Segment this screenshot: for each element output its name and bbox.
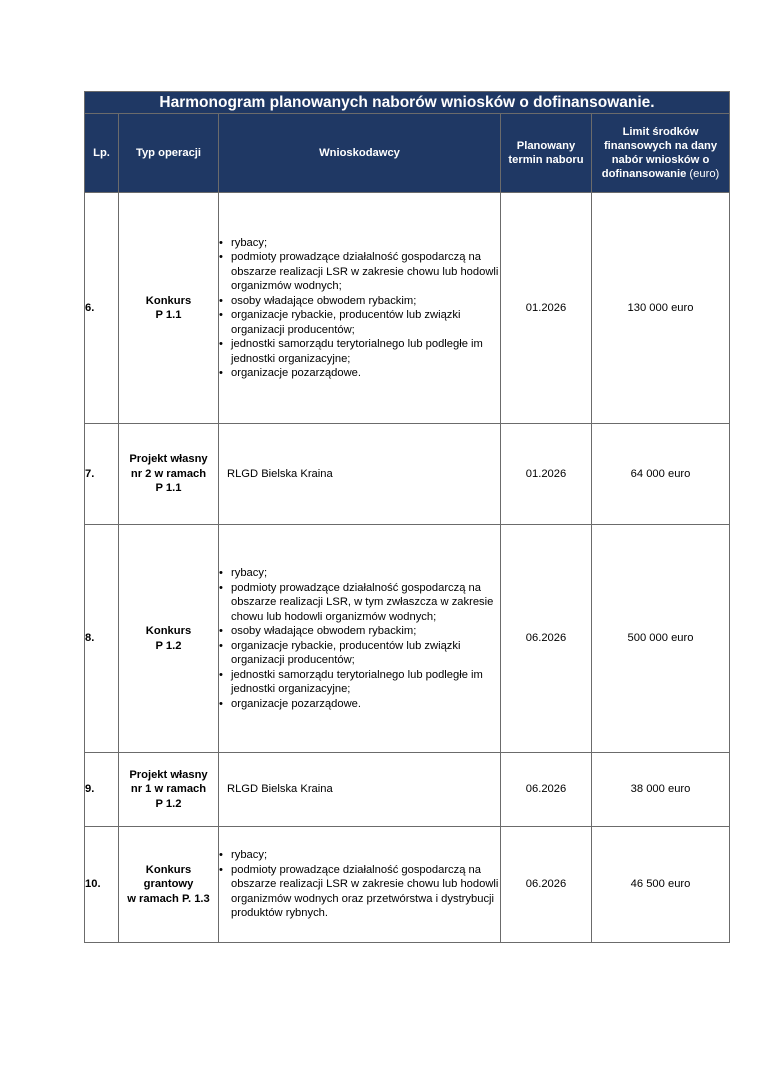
row-limit: 500 000 euro: [592, 525, 730, 753]
row-lp: 9.: [85, 753, 119, 827]
table-title-row: [85, 92, 730, 114]
row-lp: 8.: [85, 525, 119, 753]
list-item: • rybacy;: [219, 848, 500, 863]
list-item: • organizacje pozarządowe.: [219, 697, 500, 712]
header-limit-label: Limit środków finansowych na dany nabór wniosków o dofinansowanie: [601, 126, 718, 180]
row-lp: 10.: [85, 827, 119, 943]
list-item: • jednostki samorządu terytorialnego lub podległe im jednostki organizacyjne;: [219, 337, 500, 366]
header-limit-unit: (euro): [686, 168, 720, 180]
row-applicants: [219, 193, 501, 424]
table-title: Harmonogram planowanych naborów wniosków o dofinansowanie.: [85, 92, 730, 114]
row-limit: 46 500 euro: [592, 827, 730, 943]
row-term: 01.2026: [501, 193, 592, 424]
row-term: 06.2026: [501, 827, 592, 943]
header-applicants: Wnioskodawcy: [219, 114, 501, 193]
list-item: • jednostki samorządu terytorialnego lub podległe im jednostki organizacyjne;: [219, 668, 500, 697]
row-lp: 7.: [85, 424, 119, 525]
table-row: [85, 525, 730, 753]
row-applicants: RLGD Bielska Kraina: [219, 753, 501, 827]
row-applicants: [219, 525, 501, 753]
table-row: [85, 827, 730, 943]
row-term: 01.2026: [501, 424, 592, 525]
list-item: • rybacy;: [219, 236, 500, 251]
header-lp: Lp.: [85, 114, 119, 193]
header-limit: [592, 114, 730, 193]
row-type: Projekt własny nr 1 w ramach P 1.2: [119, 753, 219, 827]
list-item: • podmioty prowadzące działalność gospodarczą na obszarze realizacji LSR w zakresie chowu lub hodowli organizmów wodnych oraz przetwórstwa i dystrybucji produktów rybnych.: [219, 863, 500, 921]
row-limit: 130 000 euro: [592, 193, 730, 424]
row-term: 06.2026: [501, 525, 592, 753]
row-applicants: RLGD Bielska Kraina: [219, 424, 501, 525]
row-type: Konkurs P 1.2: [119, 525, 219, 753]
list-item: • organizacje rybackie, producentów lub związki organizacji producentów;: [219, 639, 500, 668]
table-row: [85, 753, 730, 827]
list-item: • organizacje pozarządowe.: [219, 366, 500, 381]
schedule-table: [84, 91, 730, 943]
header-type: Typ operacji: [119, 114, 219, 193]
row-type: Konkurs P 1.1: [119, 193, 219, 424]
row-limit: 38 000 euro: [592, 753, 730, 827]
list-item: • podmioty prowadzące działalność gospodarczą na obszarze realizacji LSR, w tym zwłaszcza w zakresie chowu lub hodowli organizmów wodnych;: [219, 581, 500, 625]
table-header-row: [85, 114, 730, 193]
row-type: Konkurs grantowy w ramach P. 1.3: [119, 827, 219, 943]
list-item: • podmioty prowadzące działalność gospodarczą na obszarze realizacji LSR w zakresie chowu lub hodowli organizmów wodnych;: [219, 250, 500, 294]
row-lp: 6.: [85, 193, 119, 424]
table-row: [85, 424, 730, 525]
applicants-list: [219, 236, 500, 381]
list-item: • osoby władające obwodem rybackim;: [219, 294, 500, 309]
header-term: Planowany termin naboru: [501, 114, 592, 193]
applicants-list: [219, 848, 500, 921]
table-row: [85, 193, 730, 424]
list-item: • organizacje rybackie, producentów lub związki organizacji producentów;: [219, 308, 500, 337]
row-applicants: [219, 827, 501, 943]
row-type: Projekt własny nr 2 w ramach P 1.1: [119, 424, 219, 525]
row-term: 06.2026: [501, 753, 592, 827]
applicants-list: [219, 566, 500, 711]
list-item: • rybacy;: [219, 566, 500, 581]
list-item: • osoby władające obwodem rybackim;: [219, 624, 500, 639]
row-limit: 64 000 euro: [592, 424, 730, 525]
